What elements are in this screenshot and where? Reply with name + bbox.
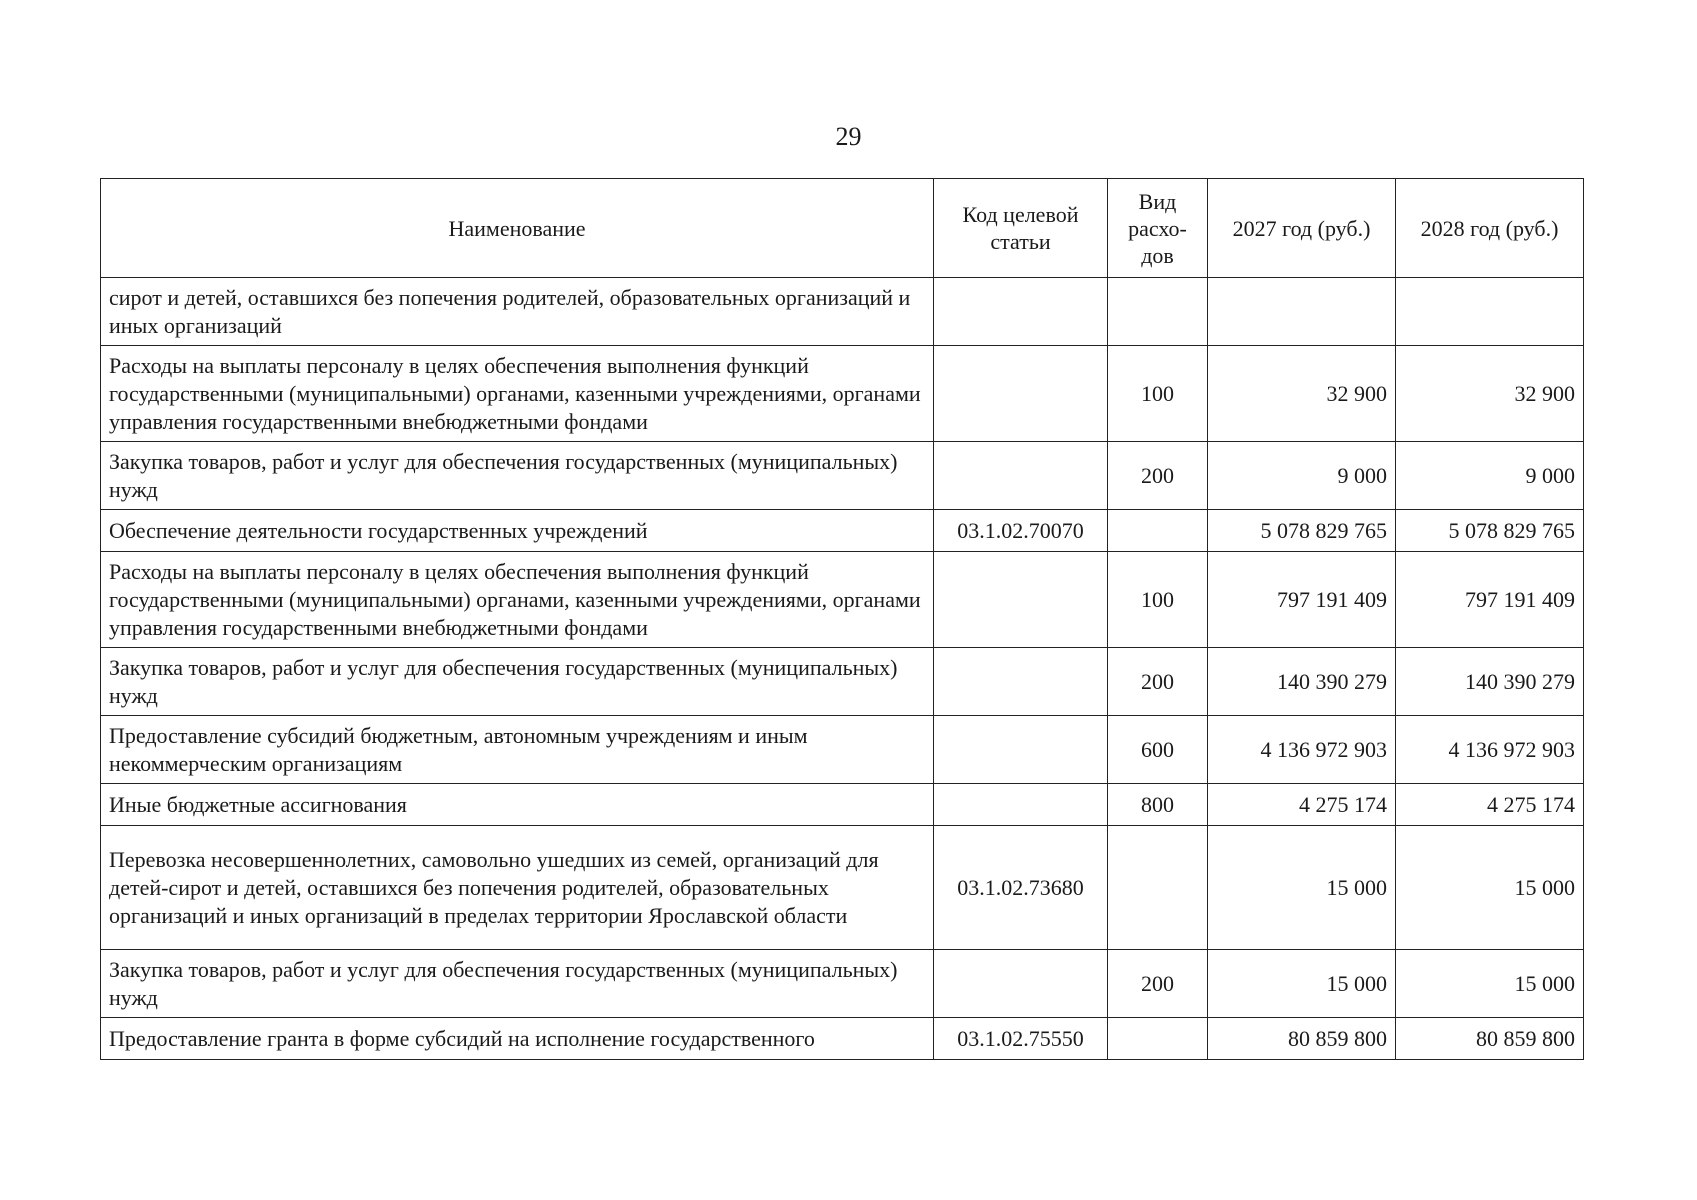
row-name: сирот и детей, оставшихся без попечения родителей, образовательных организаций и иных организаций: [101, 278, 934, 346]
header-code: Код целевой статьи: [934, 179, 1108, 278]
row-name: Закупка товаров, работ и услуг для обеспечения государственных (муниципальных) нужд: [101, 950, 934, 1018]
row-2028: 140 390 279: [1396, 648, 1584, 716]
row-type: [1108, 510, 1208, 552]
row-code: [934, 950, 1108, 1018]
header-name: Наименование: [101, 179, 934, 278]
row-code: [934, 784, 1108, 826]
row-code: [934, 346, 1108, 442]
row-2028: 4 136 972 903: [1396, 716, 1584, 784]
row-2027: 32 900: [1208, 346, 1396, 442]
row-code: [934, 552, 1108, 648]
header-2027: 2027 год (руб.): [1208, 179, 1396, 278]
row-code: 03.1.02.70070: [934, 510, 1108, 552]
row-2027: 797 191 409: [1208, 552, 1396, 648]
row-code: [934, 716, 1108, 784]
row-code: [934, 278, 1108, 346]
row-2027: 5 078 829 765: [1208, 510, 1396, 552]
row-name: Закупка товаров, работ и услуг для обеспечения государственных (муниципальных) нужд: [101, 648, 934, 716]
row-type: 800: [1108, 784, 1208, 826]
row-2027: 9 000: [1208, 442, 1396, 510]
table-row: [101, 510, 1584, 552]
row-name: Перевозка несовершеннолетних, самовольно ушедших из семей, организаций для детей-сирот и детей, оставшихся без попечения родителей, образовательных организаций и иных организаций в пределах территории Ярославской области: [101, 826, 934, 950]
page-number: 29: [835, 122, 862, 151]
row-2028: 5 078 829 765: [1396, 510, 1584, 552]
table-row: [101, 826, 1584, 950]
row-type: [1108, 826, 1208, 950]
row-type: 100: [1108, 346, 1208, 442]
table-row: [101, 278, 1584, 346]
row-type: 200: [1108, 950, 1208, 1018]
header-type: Вид расхо-дов: [1108, 179, 1208, 278]
row-type: 100: [1108, 552, 1208, 648]
row-type: 200: [1108, 442, 1208, 510]
row-2028: [1396, 278, 1584, 346]
header-2028: 2028 год (руб.): [1396, 179, 1584, 278]
row-type: [1108, 1018, 1208, 1060]
table-row: [101, 1018, 1584, 1060]
row-2027: 4 275 174: [1208, 784, 1396, 826]
row-name: Расходы на выплаты персоналу в целях обеспечения выполнения функций государственными (муниципальными) органами, казенными учреждениями, органами управления государственными внебюджетными фондами: [101, 346, 934, 442]
table-row: [101, 950, 1584, 1018]
row-2028: 9 000: [1396, 442, 1584, 510]
row-name: Обеспечение деятельности государственных учреждений: [101, 510, 934, 552]
table-row: [101, 716, 1584, 784]
row-2027: 80 859 800: [1208, 1018, 1396, 1060]
row-2028: 80 859 800: [1396, 1018, 1584, 1060]
row-name: Расходы на выплаты персоналу в целях обеспечения выполнения функций государственными (муниципальными) органами, казенными учреждениями, органами управления государственными внебюджетными фондами: [101, 552, 934, 648]
table-header-row: [101, 179, 1584, 278]
table-row: [101, 442, 1584, 510]
table-row: [101, 648, 1584, 716]
row-2027: 15 000: [1208, 826, 1396, 950]
row-2028: 4 275 174: [1396, 784, 1584, 826]
row-2028: 797 191 409: [1396, 552, 1584, 648]
row-2027: 140 390 279: [1208, 648, 1396, 716]
row-code: [934, 648, 1108, 716]
row-2028: 15 000: [1396, 950, 1584, 1018]
row-name: Иные бюджетные ассигнования: [101, 784, 934, 826]
table-row: [101, 784, 1584, 826]
row-type: [1108, 278, 1208, 346]
row-code: 03.1.02.75550: [934, 1018, 1108, 1060]
table-row: [101, 346, 1584, 442]
budget-table: [100, 178, 1584, 1060]
row-name: Предоставление субсидий бюджетным, автономным учреждениям и иным некоммерческим организациям: [101, 716, 934, 784]
row-code: [934, 442, 1108, 510]
row-2028: 32 900: [1396, 346, 1584, 442]
row-code: 03.1.02.73680: [934, 826, 1108, 950]
row-type: 600: [1108, 716, 1208, 784]
row-name: Закупка товаров, работ и услуг для обеспечения государственных (муниципальных) нужд: [101, 442, 934, 510]
table-row: [101, 552, 1584, 648]
row-2027: 4 136 972 903: [1208, 716, 1396, 784]
row-name: Предоставление гранта в форме субсидий на исполнение государственного: [101, 1018, 934, 1060]
row-2028: 15 000: [1396, 826, 1584, 950]
row-type: 200: [1108, 648, 1208, 716]
row-2027: [1208, 278, 1396, 346]
row-2027: 15 000: [1208, 950, 1396, 1018]
